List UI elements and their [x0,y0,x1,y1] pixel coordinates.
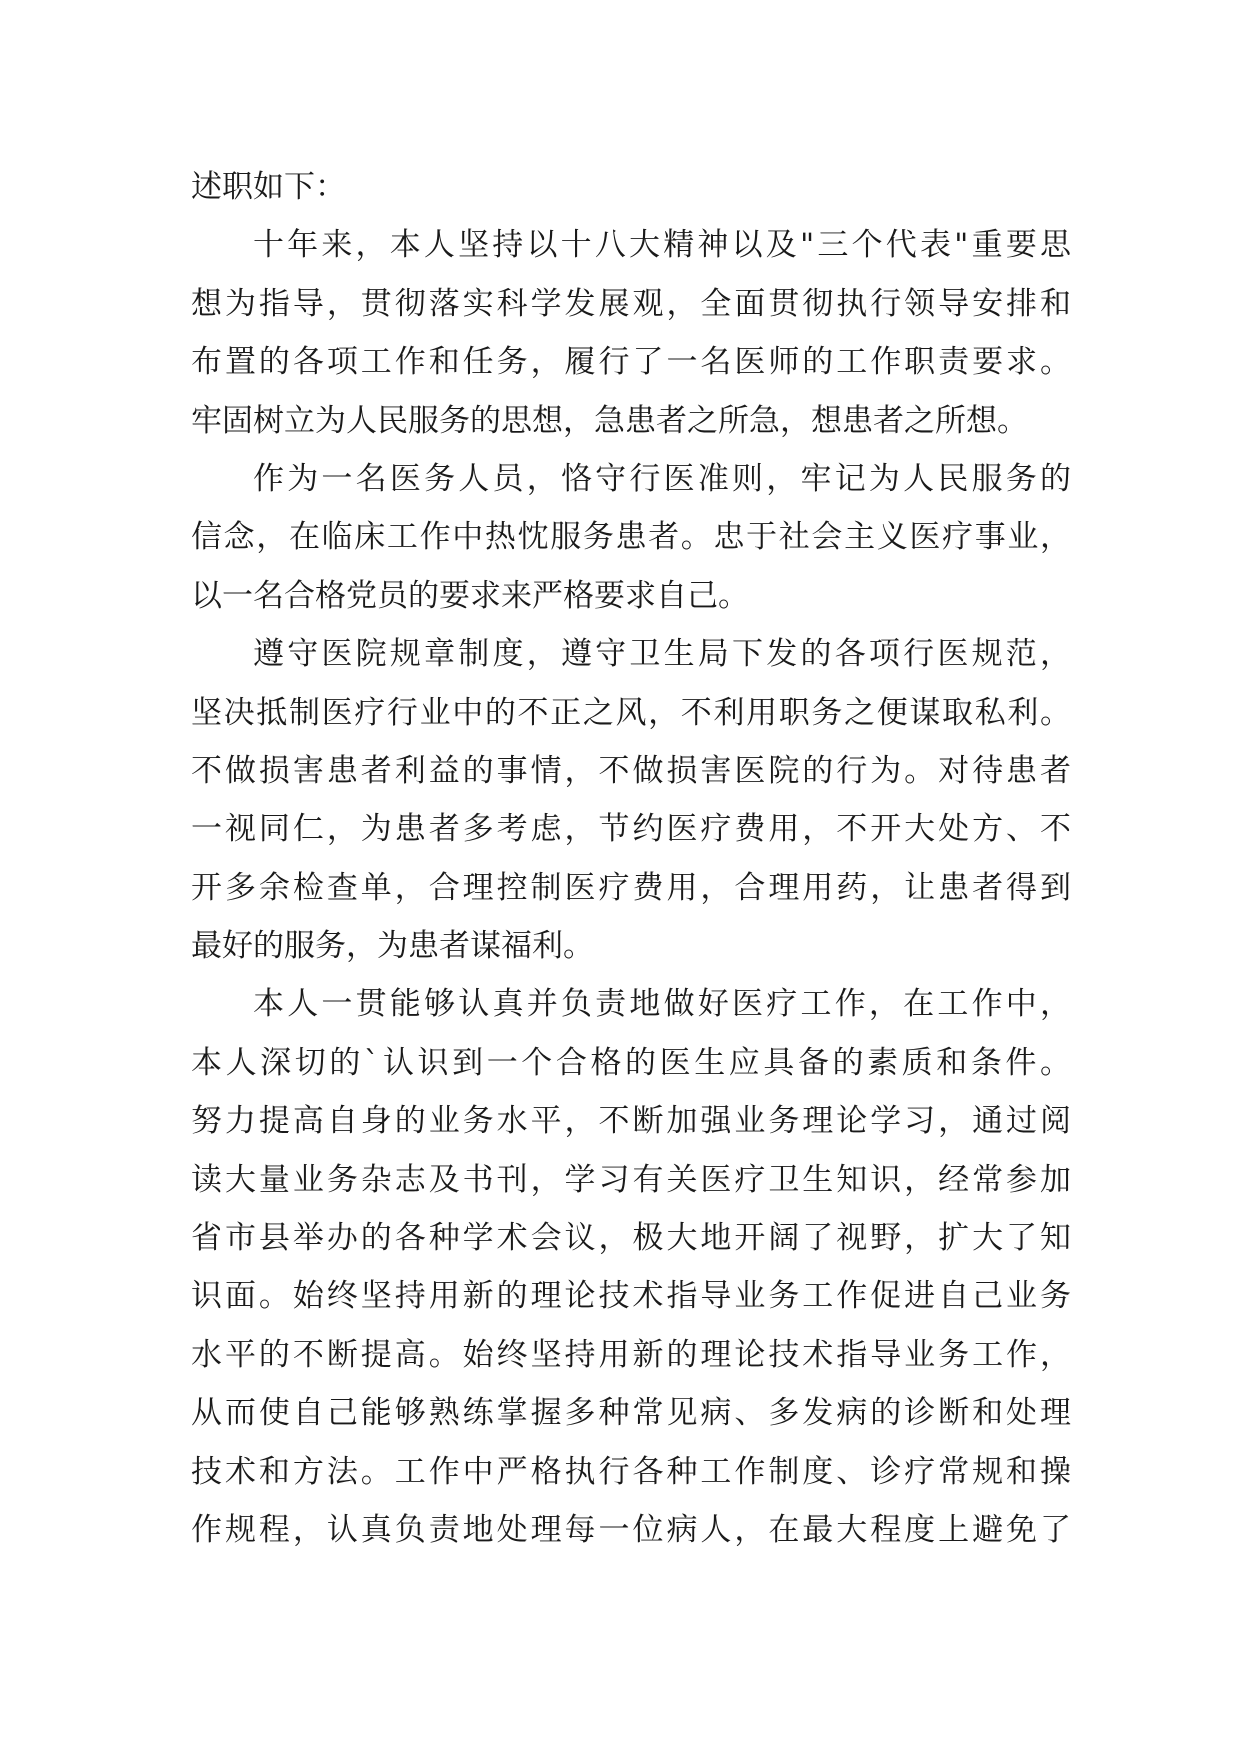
text-line: 读大量业务杂志及书刊，学习有关医疗卫生知识，经常参加 [191,1161,1071,1198]
text-line: 技术和方法。工作中严格执行各种工作制度、诊疗常规和操 [191,1453,1071,1490]
text-line: 作规程，认真负责地处理每一位病人，在最大程度上避免了 [191,1511,1071,1548]
text-line: 开多余检查单，合理控制医疗费用，合理用药，让患者得到 [191,869,1071,906]
text-line: 牢固树立为人民服务的思想，急患者之所急，想患者之所想。 [191,402,1028,439]
text-line: 一视同仁，为患者多考虑，节约医疗费用，不开大处方、不 [191,811,1071,848]
text-line: 述职如下： [191,169,346,205]
text-line: 十年来，本人坚持以十八大精神以及"三个代表"重要思 [253,227,1071,264]
text-line: 想为指导，贯彻落实科学发展观，全面贯彻执行领导安排和 [191,285,1071,322]
text-line: 从而使自己能够熟练掌握多种常见病、多发病的诊断和处理 [191,1395,1071,1432]
text-line: 努力提高自身的业务水平，不断加强业务理论学习，通过阅 [191,1103,1071,1140]
text-line: 最好的服务，为患者谋福利。 [191,928,594,965]
text-line: 水平的不断提高。始终坚持用新的理论技术指导业务工作， [191,1336,1071,1373]
document-body [191,158,1071,1559]
text-line: 作为一名医务人员，恪守行医准则，牢记为人民服务的 [253,460,1071,497]
text-line: 遵守医院规章制度，遵守卫生局下发的各项行医规范， [253,636,1071,673]
text-line: 信念，在临床工作中热忱服务患者。忠于社会主义医疗事业， [191,519,1071,556]
text-line: 不做损害患者利益的事情，不做损害医院的行为。对待患者 [191,752,1071,789]
text-line: 本人深切的`认识到一个合格的医生应具备的素质和条件。 [191,1044,1071,1081]
text-line: 以一名合格党员的要求来严格要求自己。 [191,577,749,614]
text-line: 本人一贯能够认真并负责地做好医疗工作，在工作中， [253,986,1071,1023]
text-line: 省市县举办的各种学术会议，极大地开阔了视野，扩大了知 [191,1220,1071,1257]
text-line: 识面。始终坚持用新的理论技术指导业务工作促进自己业务 [191,1278,1071,1315]
text-line: 坚决抵制医疗行业中的不正之风，不利用职务之便谋取私利。 [191,694,1071,731]
text-line: 布置的各项工作和任务，履行了一名医师的工作职责要求。 [191,344,1071,381]
